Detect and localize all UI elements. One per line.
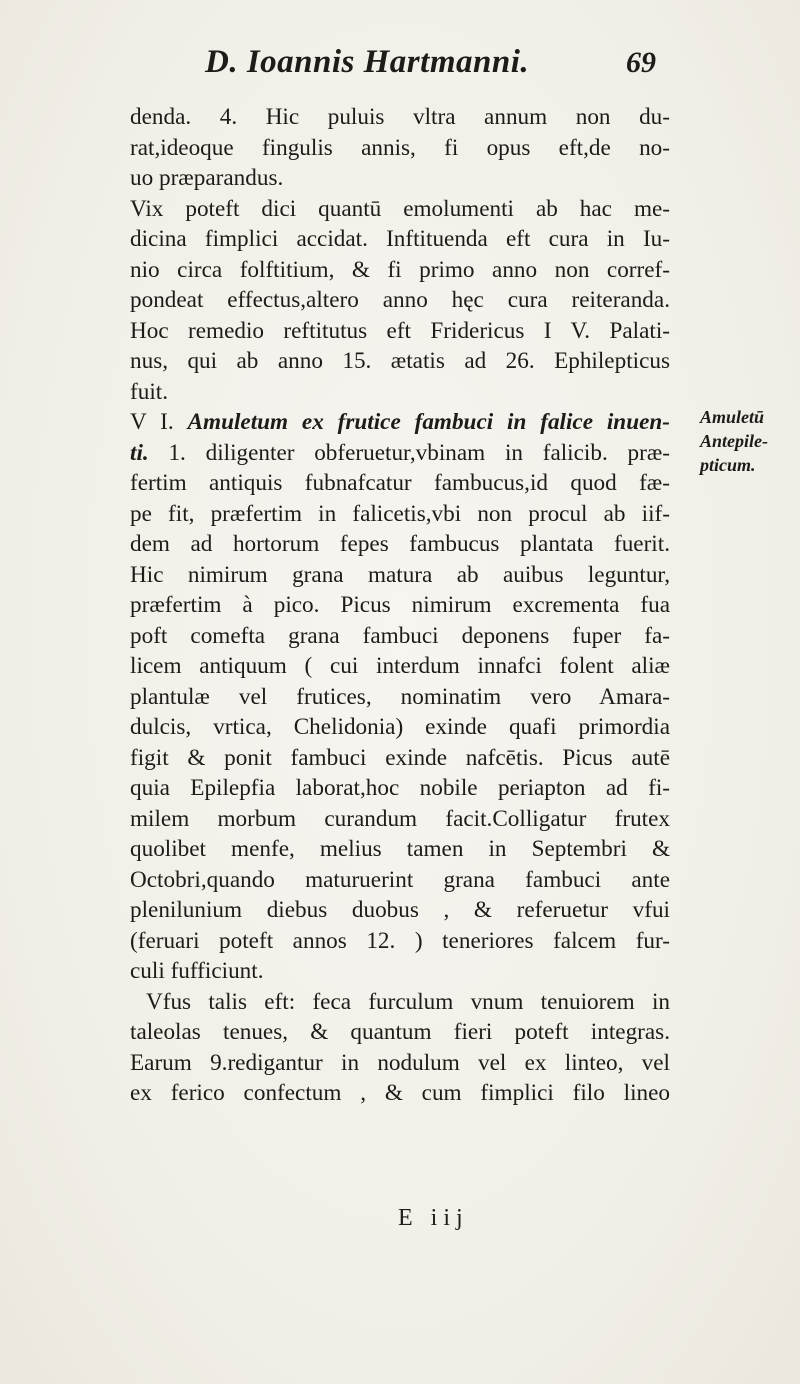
text-line: plenilunium diebus duobus , & referuetur vfui [130,897,670,923]
margin-note-line: pticum. [700,455,756,475]
text-line: Hoc remedio reftitutus eft Fridericus I V. Palati- [130,317,670,344]
text-line: pe fit, præfertim in falicetis,vbi non procul ab iif- [130,500,670,527]
page-header [0,44,800,84]
text-line: plantulæ vel frutices, nominatim vero Amara- [130,683,670,710]
text-line: fertim antiquis fubnafcatur fambucus,id quod fæ- [130,470,670,496]
text-line: nio circa folftitium, & fi primo anno non corref- [130,256,670,283]
margin-note-line: Amuletū [700,407,765,427]
text-line: pondeat effectus,altero anno hęc cura reiteranda. [130,287,670,313]
text-line: quolibet menfe, melius tamen in Septembri & [130,836,670,862]
text-line-part: 1. diligenter obferuetur,vbinam in falicib. præ- [168,439,671,466]
text-line: dulcis, vrtica, Chelidonia) exinde quafi primordia [130,714,670,740]
text-line: Octobri,quando maturuerint grana fambuci ante [130,866,670,893]
text-line: Earum 9.redigantur in nodulum vel ex linteo, vel [130,1049,670,1076]
text-line: rat,ideoque fingulis annis, fi opus eft,de no- [130,134,670,161]
text-line: culi fufficiunt. [130,958,264,984]
section-heading-line [130,407,670,438]
body-text [130,102,670,1109]
running-head: D. Ioannis Hartmanni. [205,44,530,80]
section-number: V I. [130,409,174,435]
margin-note [700,405,798,477]
text-line: nus, qui ab anno 15. ætatis ad 26. Ephilepticus [130,348,670,374]
text-line: ex ferico confectum , & cum fimplici filo lineo [130,1080,670,1106]
section-title: Amuletum ex frutice fambuci in falice inuen- [187,409,670,435]
text-line: figit & ponit fambuci exinde nafcētis. Picus autē [130,744,670,771]
text-line: quia Epilepfia laborat,hoc nobile periapton ad fi- [130,775,670,801]
text-line: poft comefta grana fambuci deponens fuper fa- [130,622,670,649]
section-title-end: ti. [130,439,149,466]
text-line: uo præparandus. [130,165,284,191]
text-line: taleolas tenues, & quantum fieri poteft integras. [130,1019,670,1045]
text-line: milem morbum curandum facit.Colligatur frutex [130,805,670,832]
text-line [130,438,670,469]
text-line: præfertim à pico. Picus nimirum excrementa fua [130,592,670,618]
text-line: Hic nimirum grana matura ab auibus leguntur, [130,561,670,588]
text-line: Vfus talis eft: feca furculum vnum tenuiorem in [146,988,670,1015]
page-number: 69 [626,46,656,79]
text-line: fuit. [130,378,168,405]
signature-mark: E iij [398,1205,469,1231]
text-line: denda. 4. Hic puluis vltra annum non du- [130,104,670,130]
margin-note-line: Antepile- [700,431,768,451]
text-line: (feruari poteft annos 12. ) teneriores falcem fur- [130,927,670,954]
text-line: dicina fimplici accidat. Inftituenda eft cura in Iu- [130,226,670,252]
text-line: Vix poteft dici quantū emolumenti ab hac me- [130,195,670,222]
text-line: licem antiquum ( cui interdum innafci folent aliæ [130,653,670,679]
text-line: dem ad hortorum fepes fambucus plantata fuerit. [130,531,670,557]
